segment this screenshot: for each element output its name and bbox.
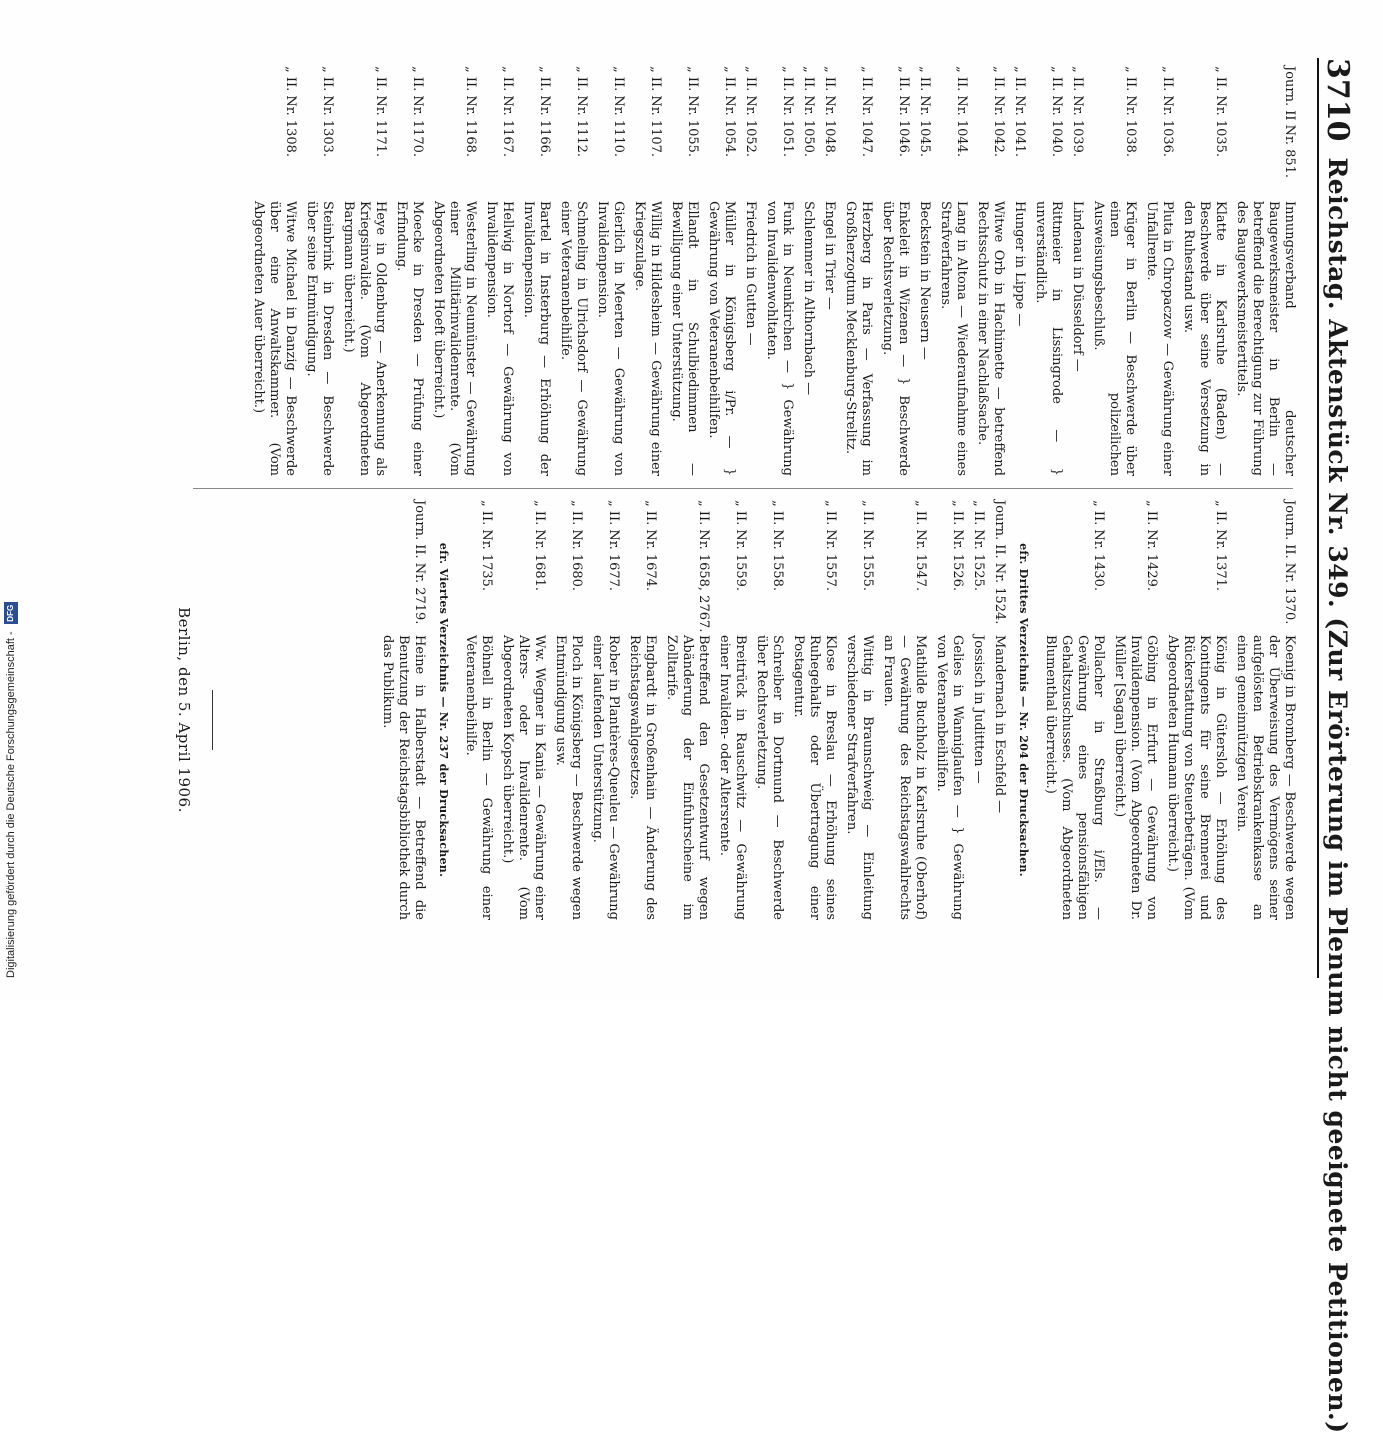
petition-reference: „ II. Nr. 1168.	[463, 66, 478, 158]
petition-reference: „ II. Nr. 1036.	[1160, 66, 1175, 158]
petition-description: Böhnell in Berlin — Gewährung einer Veteranenbeihilfe.	[463, 635, 494, 920]
petition-reference: „ II. Nr. 1170.	[410, 66, 425, 158]
petition-reference: „ II. Nr. 1042.	[991, 66, 1006, 158]
petition-entry	[631, 66, 663, 476]
petition-description: Heine in Halberstadt — Betreffend die Benutzung der Reichstagsbibliothek durch das Publikum.	[380, 635, 427, 920]
petition-reference: „ II. Nr. 1167.	[500, 66, 515, 158]
petition-reference: „ II. Nr. 1171.	[373, 66, 388, 158]
petition-reference: „ II. Nr. 1526.	[950, 500, 965, 592]
petition-reference: „ II. Nr. 1046.	[896, 66, 911, 158]
petition-entry	[594, 66, 626, 476]
petition-description: Herzberg in Paris — Verfassung im Großherzogtum Mecklenburg-Strelitz.	[843, 201, 874, 476]
petition-reference: „ II. Nr. 1429.	[1144, 500, 1159, 592]
petition-entry	[1111, 500, 1159, 920]
petition-entry	[1180, 66, 1228, 476]
petition-entry	[668, 66, 700, 476]
petition-entry	[379, 500, 427, 920]
petition-entry	[800, 66, 816, 476]
petition-description: Müller in Königsberg i/Pr. — } Gewährung von Veteranenbeihilfen.	[706, 201, 737, 476]
petition-entry	[880, 500, 928, 920]
petition-reference: „ II. Nr. 1112.	[574, 66, 589, 158]
petition-list-1	[1042, 500, 1297, 920]
petition-entry	[250, 66, 298, 476]
petition-reference: Journ. II Nr. 851.	[1282, 66, 1297, 179]
petition-reference: „ II. Nr. 1677.	[606, 500, 621, 592]
petition-reference: Journ. II. Nr. 1370.	[1282, 500, 1297, 625]
petition-description: Schmeling in Ulrichsdorf — Gewährung einer Veteranenbeihilfe.	[558, 201, 589, 476]
petition-reference: „ II. Nr. 1557.	[823, 500, 838, 592]
petition-entry	[705, 66, 737, 476]
petition-entry	[753, 500, 785, 920]
petition-description: Enkeleit in Wizenen — } Beschwerde über Rechtsverletzung.	[880, 201, 911, 476]
digitization-credit: Digitalisierung gefördert durch die Deutsche Forschungsgemeinschaft -	[5, 631, 17, 978]
petition-description: Friedrich in Gutten —	[743, 201, 758, 346]
petition-entry	[763, 66, 795, 476]
petition-description: Witwe Orb in Hachimette — betreffend Rechtsschutz in einer Nachlaßsache.	[975, 201, 1006, 476]
petition-reference: „ II. Nr. 1054.	[722, 66, 737, 158]
petition-entry	[1164, 500, 1228, 920]
petition-entry	[520, 66, 552, 476]
petition-entry	[552, 500, 584, 920]
page-header	[1317, 58, 1359, 1434]
petition-reference: „ II. Nr. 1308.	[283, 66, 298, 158]
petition-reference: „ II. Nr. 1674.	[643, 500, 658, 592]
petition-entry	[393, 66, 425, 476]
petition-description: Gelies in Wanniglaufen — } Gewährung von Veteranenbeihilfen.	[934, 635, 965, 920]
petition-reference: „ II. Nr. 1055.	[685, 66, 700, 158]
petition-reference: „ II. Nr. 1558.	[770, 500, 785, 592]
petition-entry	[1042, 500, 1106, 920]
petition-reference: „ II. Nr. 1045.	[917, 66, 932, 158]
petition-entry	[974, 66, 1006, 476]
petition-entry	[1032, 66, 1064, 476]
petition-reference: „ II. Nr. 1052.	[743, 66, 758, 158]
petition-list-3	[379, 500, 427, 920]
petition-description: Klose in Breslau — Erhöhung seines Ruhegehalts oder Übertragung einer Postagentur.	[791, 635, 838, 920]
petition-description: König in Gütersloh — Erhöhung des Kontingents für seine Brennerei und Rückerstattung von Steuerbeträgen. (Vom Abgeordneten Humann überreicht.)	[1165, 635, 1228, 920]
petition-description: Ploch in Königsberg — Beschwerde wegen Entmündigung usw.	[553, 635, 584, 920]
petition-reference: „ II. Nr. 1107.	[648, 66, 663, 158]
petition-entry	[742, 66, 758, 476]
petition-reference: „ II. Nr. 1044.	[954, 66, 969, 158]
petition-description: Lang in Altona — Wiederaufnahme eines Strafverfahrens.	[938, 201, 969, 476]
dfg-logo-icon: DFG	[4, 602, 18, 624]
petition-description: Koenig in Bromberg — Beschwerde wegen der Überweisung des Vermögens seiner aufgelösten Betriebskrankenkasse an einen gemeinnützigen Verein.	[1234, 635, 1297, 920]
petition-description: Hunger in Lippe —	[1012, 201, 1027, 327]
petition-reference: „ II. Nr. 1559.	[733, 500, 748, 592]
right-column	[7, 500, 1297, 920]
petition-entry	[483, 66, 515, 476]
petition-entry	[340, 66, 388, 476]
petition-description: Gierlich in Meerten — Gewährung von Invalidenpension.	[595, 201, 626, 476]
petition-reference: „ II. Nr. 1658, 2767.	[696, 500, 711, 633]
footer-rule	[212, 690, 213, 750]
petition-description: Mandernach in Eschfeld —	[992, 635, 1007, 814]
petition-entry	[790, 500, 838, 920]
petition-reference: Journ. II. Nr. 2719.	[412, 500, 427, 625]
petition-description: Betreffend den Gesetzentwurf wegen Abänderung der Einfuhrscheine im Zolltarife.	[664, 635, 711, 920]
petition-entry	[557, 66, 589, 476]
petition-description: Pluta in Chropaczow — Gewährung einer Unfallrente.	[1144, 201, 1175, 476]
petition-reference: „ II. Nr. 1038.	[1123, 66, 1138, 158]
column-divider	[193, 488, 1293, 489]
petition-entry	[462, 500, 494, 920]
petition-reference: „ II. Nr. 1035.	[1213, 66, 1228, 158]
petition-description: Innungsverband deutscher Baugewerksmeister in Berlin — betreffend die Berechtigung zur Führung des Baugewerksmeistertitels.	[1234, 201, 1297, 476]
petition-description: Lindenau in Düsseldorf —	[1070, 201, 1085, 372]
petition-entry	[843, 500, 875, 920]
petition-description: Engbardt in Großenhain — Änderung des Reichstagswahlgesetzes.	[627, 635, 658, 920]
petition-description: Mathilde Buchholz in Karlsruhe (Oberhof) — Gewährung des Reichstagswahlrechts an Frauen.	[881, 635, 928, 920]
petition-reference: Journ. II. Nr. 1524.	[992, 500, 1007, 625]
petition-description: Schlemmer in Althornbach —	[801, 201, 816, 396]
petition-entry	[1090, 66, 1138, 476]
petition-description: Moecke in Dresden — Prüfung einer Erfindung.	[394, 201, 425, 476]
petition-description: Krüger in Berlin — Beschwerde über einen polizeilichen Ausweisungsbeschluß.	[1091, 201, 1138, 476]
petition-entry	[879, 66, 911, 476]
petition-entry	[663, 500, 711, 920]
petition-entry	[1233, 500, 1297, 920]
petition-entry	[970, 500, 986, 920]
petition-reference: „ II. Nr. 1547.	[913, 500, 928, 592]
petition-reference: „ II. Nr. 1040.	[1049, 66, 1064, 158]
petition-description: Wittig in Braunschweig — Einleitung verschiedener Strafverfahren.	[844, 635, 875, 920]
petition-description: Rober in Plantières-Queuleu — Gewährung einer laufenden Unterstützung.	[590, 635, 621, 920]
petition-description: Willig in Hildesheim — Gewährung einer Kriegszulage.	[632, 201, 663, 476]
petition-entry	[937, 66, 969, 476]
petition-description: Funk in Neunkirchen — } Gewährung von Invalidenwohltaten.	[764, 201, 795, 476]
petition-list-2	[462, 500, 1007, 920]
petition-description: Rittmeier in Lissingrode — } unverständlich.	[1033, 201, 1064, 476]
petition-description: Beckstein in Neusern —	[917, 201, 932, 360]
section-heading-viertes: efr. Viertes Verzeichnis — Nr. 237 der Drucksachen.	[437, 542, 450, 878]
petition-reference: „ II. Nr. 1039.	[1070, 66, 1085, 158]
petition-description: Ww. Wegner in Kania — Gewährung einer Alters- oder Invalidenrente. (Vom Abgeordneten Kopsch überreicht.)	[500, 635, 547, 920]
petition-description: Steinbrink in Dresden — Beschwerde über seine Entmündigung.	[304, 201, 335, 476]
section-heading-drittes: efr. Drittes Verzeichnis — Nr. 204 der Drucksachen.	[1017, 543, 1030, 877]
petition-description: Heye in Oldenburg — Anerkennung als Kriegsinvalide. (Vom Abgeordneten Bargmann überreicht.)	[341, 201, 388, 476]
petition-reference: „ II. Nr. 1050.	[801, 66, 816, 158]
petition-entry	[589, 500, 621, 920]
petition-description: Witwe Michael in Danzig — Beschwerde über eine Anwaltskammer. (Vom Abgeordneten Auer überreicht.)	[251, 201, 298, 476]
petition-entry	[1011, 66, 1027, 476]
petition-reference: „ II. Nr. 1048.	[822, 66, 837, 158]
petition-entry	[430, 66, 478, 476]
petition-description: Breitrück in Rauschwitz — Gewährung einer Invaliden- oder Altersrente.	[717, 635, 748, 920]
digitization-sidebar	[0, 0, 22, 1000]
petition-reference: „ II. Nr. 1681.	[532, 500, 547, 592]
petition-description: Engel in Trier —	[822, 201, 837, 310]
petition-description: Ellandt in Schulbiedimmen — Bewilligung einer Unterstützung.	[669, 201, 700, 476]
petition-description: Pollacher in Straßburg i/Els. — Gewährung eines pensionsfähigen Gehaltszuschusses. (Vom Abgeordneten Blumenthal überreicht.)	[1043, 635, 1106, 920]
petition-reference: „ II. Nr. 1166.	[537, 66, 552, 158]
petition-description: Westerling in Neumünster — Gewährung einer Militärinvalidenrente. (Vom Abgeordneten Hoeft überreicht.)	[431, 201, 478, 476]
petition-entry	[1143, 66, 1175, 476]
petition-reference: „ II. Nr. 1735.	[479, 500, 494, 592]
petition-entry	[716, 500, 748, 920]
petition-reference: „ II. Nr. 1680.	[569, 500, 584, 592]
petition-reference: „ II. Nr. 1051.	[780, 66, 795, 158]
petition-description: Jossisch in Judittten —	[971, 635, 986, 784]
petition-entry	[303, 66, 335, 476]
petition-entry	[933, 500, 965, 920]
petition-entry	[626, 500, 658, 920]
petition-description: Schreiber in Dortmund — Beschwerde über Rechtsverletzung.	[754, 635, 785, 920]
petition-entry	[821, 66, 837, 476]
petition-entry	[1069, 66, 1085, 476]
petition-reference: „ II. Nr. 1047.	[859, 66, 874, 158]
left-column	[7, 66, 1297, 476]
petition-description: Klatte in Karlsruhe (Baden) — Beschwerde über seine Versetzung in den Ruhestand usw.	[1181, 201, 1228, 476]
petition-reference: „ II. Nr. 1041.	[1012, 66, 1027, 158]
petition-entry	[916, 66, 932, 476]
petition-reference: „ II. Nr. 1555.	[860, 500, 875, 592]
page-number: 3710	[1320, 58, 1355, 142]
petition-reference: „ II. Nr. 1303.	[320, 66, 335, 158]
petition-reference: „ II. Nr. 1525.	[971, 500, 986, 592]
footer-date: Berlin, den 5. April 1906.	[175, 607, 193, 813]
petition-description: Hellwig in Nortorf — Gewährung von Invalidenpension.	[484, 201, 515, 476]
petition-reference: „ II. Nr. 1110.	[611, 66, 626, 158]
petition-description: Göbing in Erfurt — Gewährung von Invalidenpension. (Vom Abgeordneten Dr. Müller [Sagan] überreicht.)	[1112, 635, 1159, 920]
petition-entry	[1233, 66, 1297, 476]
page-title: Reichstag. Aktenstück Nr. 349. (Zur Erörterung im Plenum nicht geeignete Petitionen.)	[1323, 157, 1352, 1434]
petition-entry	[842, 66, 874, 476]
petition-description: Bartel in Insterburg — Erhöhung der Invalidenpension.	[521, 201, 552, 476]
petition-entry	[991, 500, 1007, 920]
petition-reference: „ II. Nr. 1430.	[1091, 500, 1106, 592]
petition-reference: „ II. Nr. 1371.	[1213, 500, 1228, 592]
petition-entry	[499, 500, 547, 920]
